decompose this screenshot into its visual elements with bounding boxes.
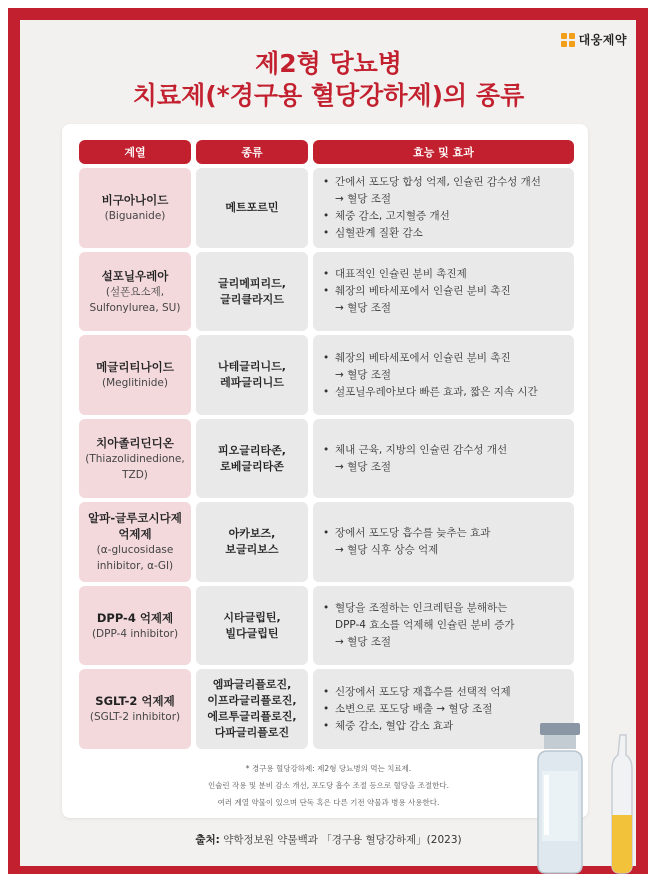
drug-names-cell bbox=[196, 502, 308, 582]
effect-line bbox=[323, 350, 574, 367]
drug-class-cell bbox=[79, 502, 191, 582]
drug-class-english: (SGLT-2 inhibitor) bbox=[89, 711, 181, 723]
header-drugs: 종류 bbox=[196, 140, 308, 164]
effect-text: 장에서 포도당 흡수를 늦추는 효과 bbox=[335, 527, 491, 539]
effect-text: 혈당을 조절하는 인크레틴을 분해하는 bbox=[335, 602, 508, 614]
drug-class-english: (α-glucosidase bbox=[96, 544, 174, 556]
drug-class-cell bbox=[79, 669, 191, 749]
drug-class-english: (Biguanide) bbox=[104, 210, 166, 222]
drug-class-english: (Meglitinide) bbox=[102, 377, 168, 389]
effect-line bbox=[323, 600, 574, 617]
drug-class-cell bbox=[79, 586, 191, 665]
drug-class-name: 치아졸리딘디온 bbox=[96, 435, 174, 450]
drug-class-english: inhibitor, α-GI) bbox=[96, 560, 174, 572]
bullet-icon: • bbox=[323, 268, 330, 280]
bullet-icon: • bbox=[323, 702, 330, 715]
bullet-icon: • bbox=[323, 227, 330, 239]
footnote-line-3: 여러 계열 약물이 있으며 단독 혹은 다른 기전 약물과 병용 사용한다. bbox=[217, 798, 440, 807]
drug-class-name: 메글리티나이드 bbox=[96, 360, 174, 374]
effect-line bbox=[323, 542, 574, 559]
effect-line bbox=[323, 283, 574, 300]
drug-class-name: SGLT-2 억제제 bbox=[95, 694, 175, 708]
header-class: 계열 bbox=[79, 140, 191, 164]
medicine-vials-illustration bbox=[530, 715, 650, 880]
drug-class-english: (Thiazolidinedione, bbox=[85, 452, 185, 465]
drug-class-name: DPP-4 억제제 bbox=[96, 610, 174, 625]
drug-name: 다파글리플로진 bbox=[214, 726, 290, 739]
bullet-icon: • bbox=[323, 351, 330, 364]
effect-text: 설포닐우레아보다 빠른 효과, 짧은 지속 시간 bbox=[335, 385, 538, 398]
drug-name: 글리클라지드 bbox=[220, 292, 284, 306]
effect-line bbox=[323, 208, 574, 225]
effect-text: 췌장의 베타세포에서 인슐린 분비 촉진 bbox=[335, 351, 511, 364]
drug-names-cell bbox=[196, 335, 308, 415]
logo-text: 대웅제약 bbox=[578, 33, 627, 47]
drug-name: 나테글리니드, bbox=[218, 360, 286, 373]
bullet-icon: • bbox=[323, 385, 330, 398]
effect-line bbox=[323, 684, 574, 701]
ampoule-icon bbox=[612, 735, 632, 873]
drug-class-english: Sulfonylurea, SU) bbox=[89, 301, 181, 314]
footnote-line-2: 인슐린 작용 및 분비 감소 개선, 포도당 흡수 조절 등으로 혈당을 조절한다. bbox=[207, 781, 450, 790]
drug-name: 이프라글리플로진, bbox=[207, 694, 297, 707]
effect-line bbox=[323, 191, 574, 208]
drug-class-name: 알파-글루코시다제 bbox=[88, 511, 182, 525]
effect-text: 체내 근육, 지방의 인슐린 감수성 개선 bbox=[335, 443, 508, 456]
bullet-icon: • bbox=[323, 443, 330, 456]
drug-class-english: (설폰요소제, bbox=[105, 285, 165, 298]
effects-cell bbox=[313, 586, 574, 665]
effect-line bbox=[323, 225, 574, 242]
drug-name: 로베글리타존 bbox=[220, 459, 284, 473]
effects-cell bbox=[313, 335, 574, 415]
drug-class-cell bbox=[79, 335, 191, 415]
drug-name: 아카보즈, bbox=[228, 527, 276, 540]
effect-text: 심혈관계 질환 감소 bbox=[335, 227, 423, 239]
title-line-1: 제2형 당뇨병 bbox=[255, 49, 402, 78]
effect-text: 체중 감소, 고지혈증 개선 bbox=[335, 210, 450, 222]
drug-names-cell bbox=[196, 419, 308, 498]
title-line-2: 치료제(*경구용 혈당강하제)의 종류 bbox=[132, 81, 525, 110]
drug-name: 시타글립틴, bbox=[223, 610, 281, 624]
source-text: 약학정보원 약물백과 「경구용 혈당강하제」(2023) bbox=[223, 834, 462, 846]
effects-cell bbox=[313, 252, 574, 331]
drug-name: 보글리보스 bbox=[225, 543, 279, 556]
vial-icon bbox=[538, 723, 582, 873]
effect-line bbox=[323, 266, 574, 283]
effect-text: 간에서 포도당 합성 억제, 인슐린 감수성 개선 bbox=[335, 176, 541, 188]
drug-class-name: 비구아나이드 bbox=[101, 193, 169, 207]
drug-name: 글리메피리드, bbox=[218, 276, 286, 290]
effect-line bbox=[323, 459, 574, 476]
effect-line bbox=[323, 442, 574, 459]
drug-names-cell bbox=[196, 252, 308, 331]
effect-text: → 혈당 조절 bbox=[335, 302, 392, 314]
effect-line bbox=[323, 384, 574, 401]
effect-text: 체중 감소, 혈압 감소 효과 bbox=[335, 719, 454, 732]
bullet-icon: • bbox=[323, 719, 330, 732]
drug-name: 엠파글리플로진, bbox=[212, 678, 292, 691]
drug-name: 레파글리니드 bbox=[220, 376, 284, 389]
effect-line bbox=[323, 174, 574, 191]
drug-class-english: TZD) bbox=[122, 468, 148, 481]
drug-name: 메트포르민 bbox=[225, 201, 279, 214]
logo-icon bbox=[561, 33, 575, 47]
company-logo bbox=[561, 31, 627, 48]
effects-cell bbox=[313, 502, 574, 582]
page-title bbox=[0, 48, 657, 112]
effect-text: → 혈당 조절 bbox=[335, 193, 392, 205]
bullet-icon: • bbox=[323, 285, 330, 297]
drug-class-cell bbox=[79, 419, 191, 498]
effect-text: → 혈당 조절 bbox=[335, 636, 392, 648]
source-label: 출처: bbox=[195, 834, 220, 846]
effect-text: → 혈당 조절 bbox=[335, 368, 392, 381]
footnote-line-1: * 경구용 혈당강하제: 제2형 당뇨병의 먹는 치료제. bbox=[245, 764, 412, 773]
drug-name: 피오글리타존, bbox=[218, 443, 286, 457]
effect-text: 소변으로 포도당 배출 → 혈당 조절 bbox=[335, 702, 493, 715]
effect-line bbox=[323, 525, 574, 542]
drug-table bbox=[62, 124, 588, 818]
effect-text: 대표적인 인슐린 분비 촉진제 bbox=[335, 268, 467, 280]
effects-cell bbox=[313, 419, 574, 498]
bullet-icon: • bbox=[323, 176, 330, 188]
drug-class-cell bbox=[79, 168, 191, 248]
bullet-icon: • bbox=[323, 527, 330, 539]
drug-class-cell bbox=[79, 252, 191, 331]
drug-class-name: 억제제 bbox=[118, 527, 152, 541]
effects-cell bbox=[313, 168, 574, 248]
effect-text: 신장에서 포도당 재흡수를 선택적 억제 bbox=[335, 685, 511, 698]
effect-line bbox=[323, 367, 574, 384]
bullet-icon: • bbox=[323, 685, 330, 698]
bullet-icon: • bbox=[323, 210, 330, 222]
effect-text: → 혈당 조절 bbox=[335, 460, 392, 473]
drug-class-english: (DPP-4 inhibitor) bbox=[91, 627, 179, 640]
drug-names-cell bbox=[196, 669, 308, 749]
drug-names-cell bbox=[196, 586, 308, 665]
effect-line bbox=[323, 634, 574, 651]
drug-names-cell bbox=[196, 168, 308, 248]
bullet-icon: • bbox=[323, 602, 330, 614]
drug-name: 에르투글리플로진, bbox=[207, 710, 297, 723]
effect-line bbox=[323, 617, 574, 634]
effect-text: DPP-4 효소를 억제해 인슐린 분비 증가 bbox=[335, 619, 515, 631]
header-effects: 효능 및 효과 bbox=[313, 140, 574, 164]
drug-name: 빌다글립틴 bbox=[225, 626, 279, 640]
effect-text: → 혈당 식후 상승 억제 bbox=[335, 544, 439, 556]
effect-line bbox=[323, 300, 574, 317]
effect-text: 췌장의 베타세포에서 인슐린 분비 촉진 bbox=[335, 285, 511, 297]
drug-class-name: 설포닐우레아 bbox=[101, 268, 169, 283]
